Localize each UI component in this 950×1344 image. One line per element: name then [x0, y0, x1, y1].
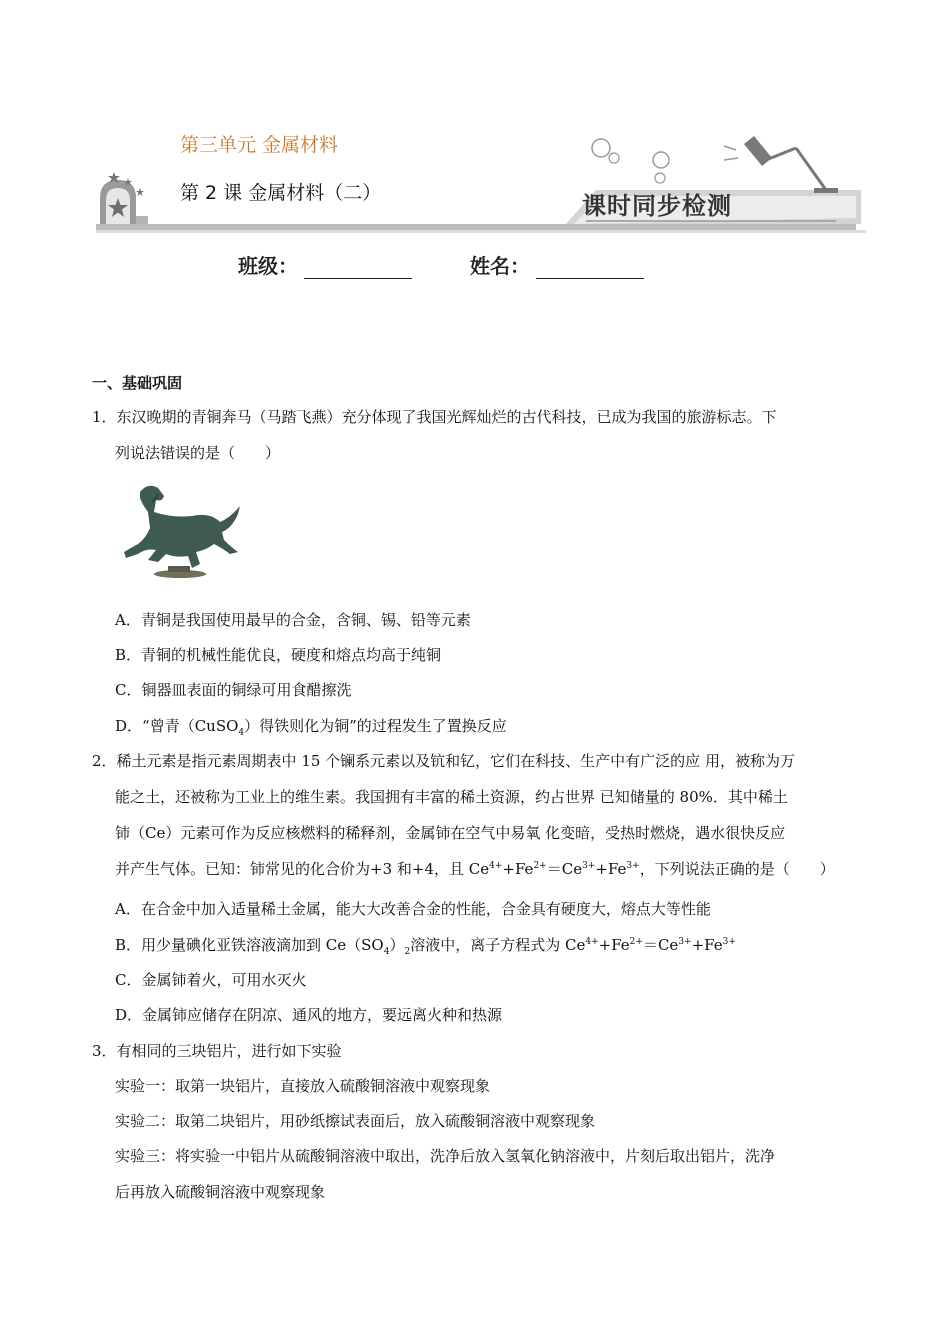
- q2-line1: 2．稀土元素是指元素周期表中 15 个镧系元素以及钪和钇，它们在科技、生产中有广泛的应 用，被称为万: [92, 752, 795, 770]
- section-title: 一、基础巩固: [92, 374, 183, 392]
- q2-line4: 并产生气体。已知：铈常见的化合价为+3 和+4，且 $Ce^{4+}+Fe^{2+}=Ce^{3+}+Fe^{3+}$，下列说法正确的是（ ）: [115, 860, 835, 878]
- class-field: [238, 250, 412, 279]
- class-label: 班级：: [238, 254, 298, 278]
- banner-title: 课时同步检测: [582, 192, 732, 220]
- class-blank[interactable]: [304, 258, 412, 279]
- q2-option-a: A．在合金中加入适量稀土金属，能大大改善合金的性能，合金具有硬度大，熔点大等性能: [115, 900, 711, 918]
- q3-line1: 3．有相同的三块铝片，进行如下实验: [92, 1042, 342, 1060]
- bronze-horse-image: [112, 478, 248, 582]
- q1-option-d: D．“曾青（CuSO$_4$）得铁则化为铜”的过程发生了置换反应: [115, 717, 507, 738]
- q1-line1: 1．东汉晚期的青铜奔马（马踏飞燕）充分体现了我国光辉灿烂的古代科技，已成为我国的旅游标志。下: [92, 408, 777, 426]
- lesson-title: 第 2 课 金属材料（二）: [180, 182, 382, 204]
- q1-line2: 列说法错误的是（ ）: [115, 444, 281, 462]
- name-blank[interactable]: [536, 258, 644, 279]
- q1-option-a: A．青铜是我国使用最早的合金，含铜、锡、铅等元素: [115, 611, 471, 629]
- q3-exp2: 实验二：取第二块铝片，用砂纸擦试表面后，放入硫酸铜溶液中观察现象: [115, 1112, 596, 1130]
- q3-exp3-line2: 后再放入硫酸铜溶液中观察现象: [115, 1183, 326, 1201]
- q2-line2: 能之土，还被称为工业上的维生素。我国拥有丰富的稀土资源，约占世界 已知储量的 80%．其中稀土: [115, 788, 788, 806]
- name-label: 姓名：: [470, 254, 530, 278]
- unit-title: 第三单元 金属材料: [180, 134, 339, 156]
- star-emblem-icon: [100, 172, 148, 230]
- desk-lamp-icon: [724, 136, 838, 193]
- q1-option-b: B．青铜的机械性能优良，硬度和熔点均高于纯铜: [115, 646, 442, 664]
- q1-option-c: C．铜器皿表面的铜绿可用食醋擦洗: [115, 681, 352, 699]
- q2-option-d: D．金属铈应储存在阴凉、通风的地方，要远离火种和热源: [115, 1006, 503, 1024]
- q2-line3: 铈（Ce）元素可作为反应核燃料的稀释剂，金属铈在空气中易氧 化变暗，受热时燃烧，遇水很快反应: [115, 824, 786, 842]
- q3-exp3-line1: 实验三：将实验一中铝片从硫酸铜溶液中取出，洗净后放入氢氧化钠溶液中，片刻后取出铝片，洗净: [115, 1147, 776, 1165]
- bubble-icon: [592, 139, 610, 157]
- q2-option-b: B．用少量碘化亚铁溶液滴加到 $Ce(SO_4)_2$溶液中，离子方程式为 $Ce^{4+}+Fe^{2+}=Ce^{3+}+Fe^{3+}$: [115, 936, 736, 957]
- q3-exp1: 实验一：取第一块铝片，直接放入硫酸铜溶液中观察现象: [115, 1077, 491, 1095]
- q2-option-c: C．金属铈着火，可用水灭火: [115, 971, 307, 989]
- name-field: [470, 250, 644, 279]
